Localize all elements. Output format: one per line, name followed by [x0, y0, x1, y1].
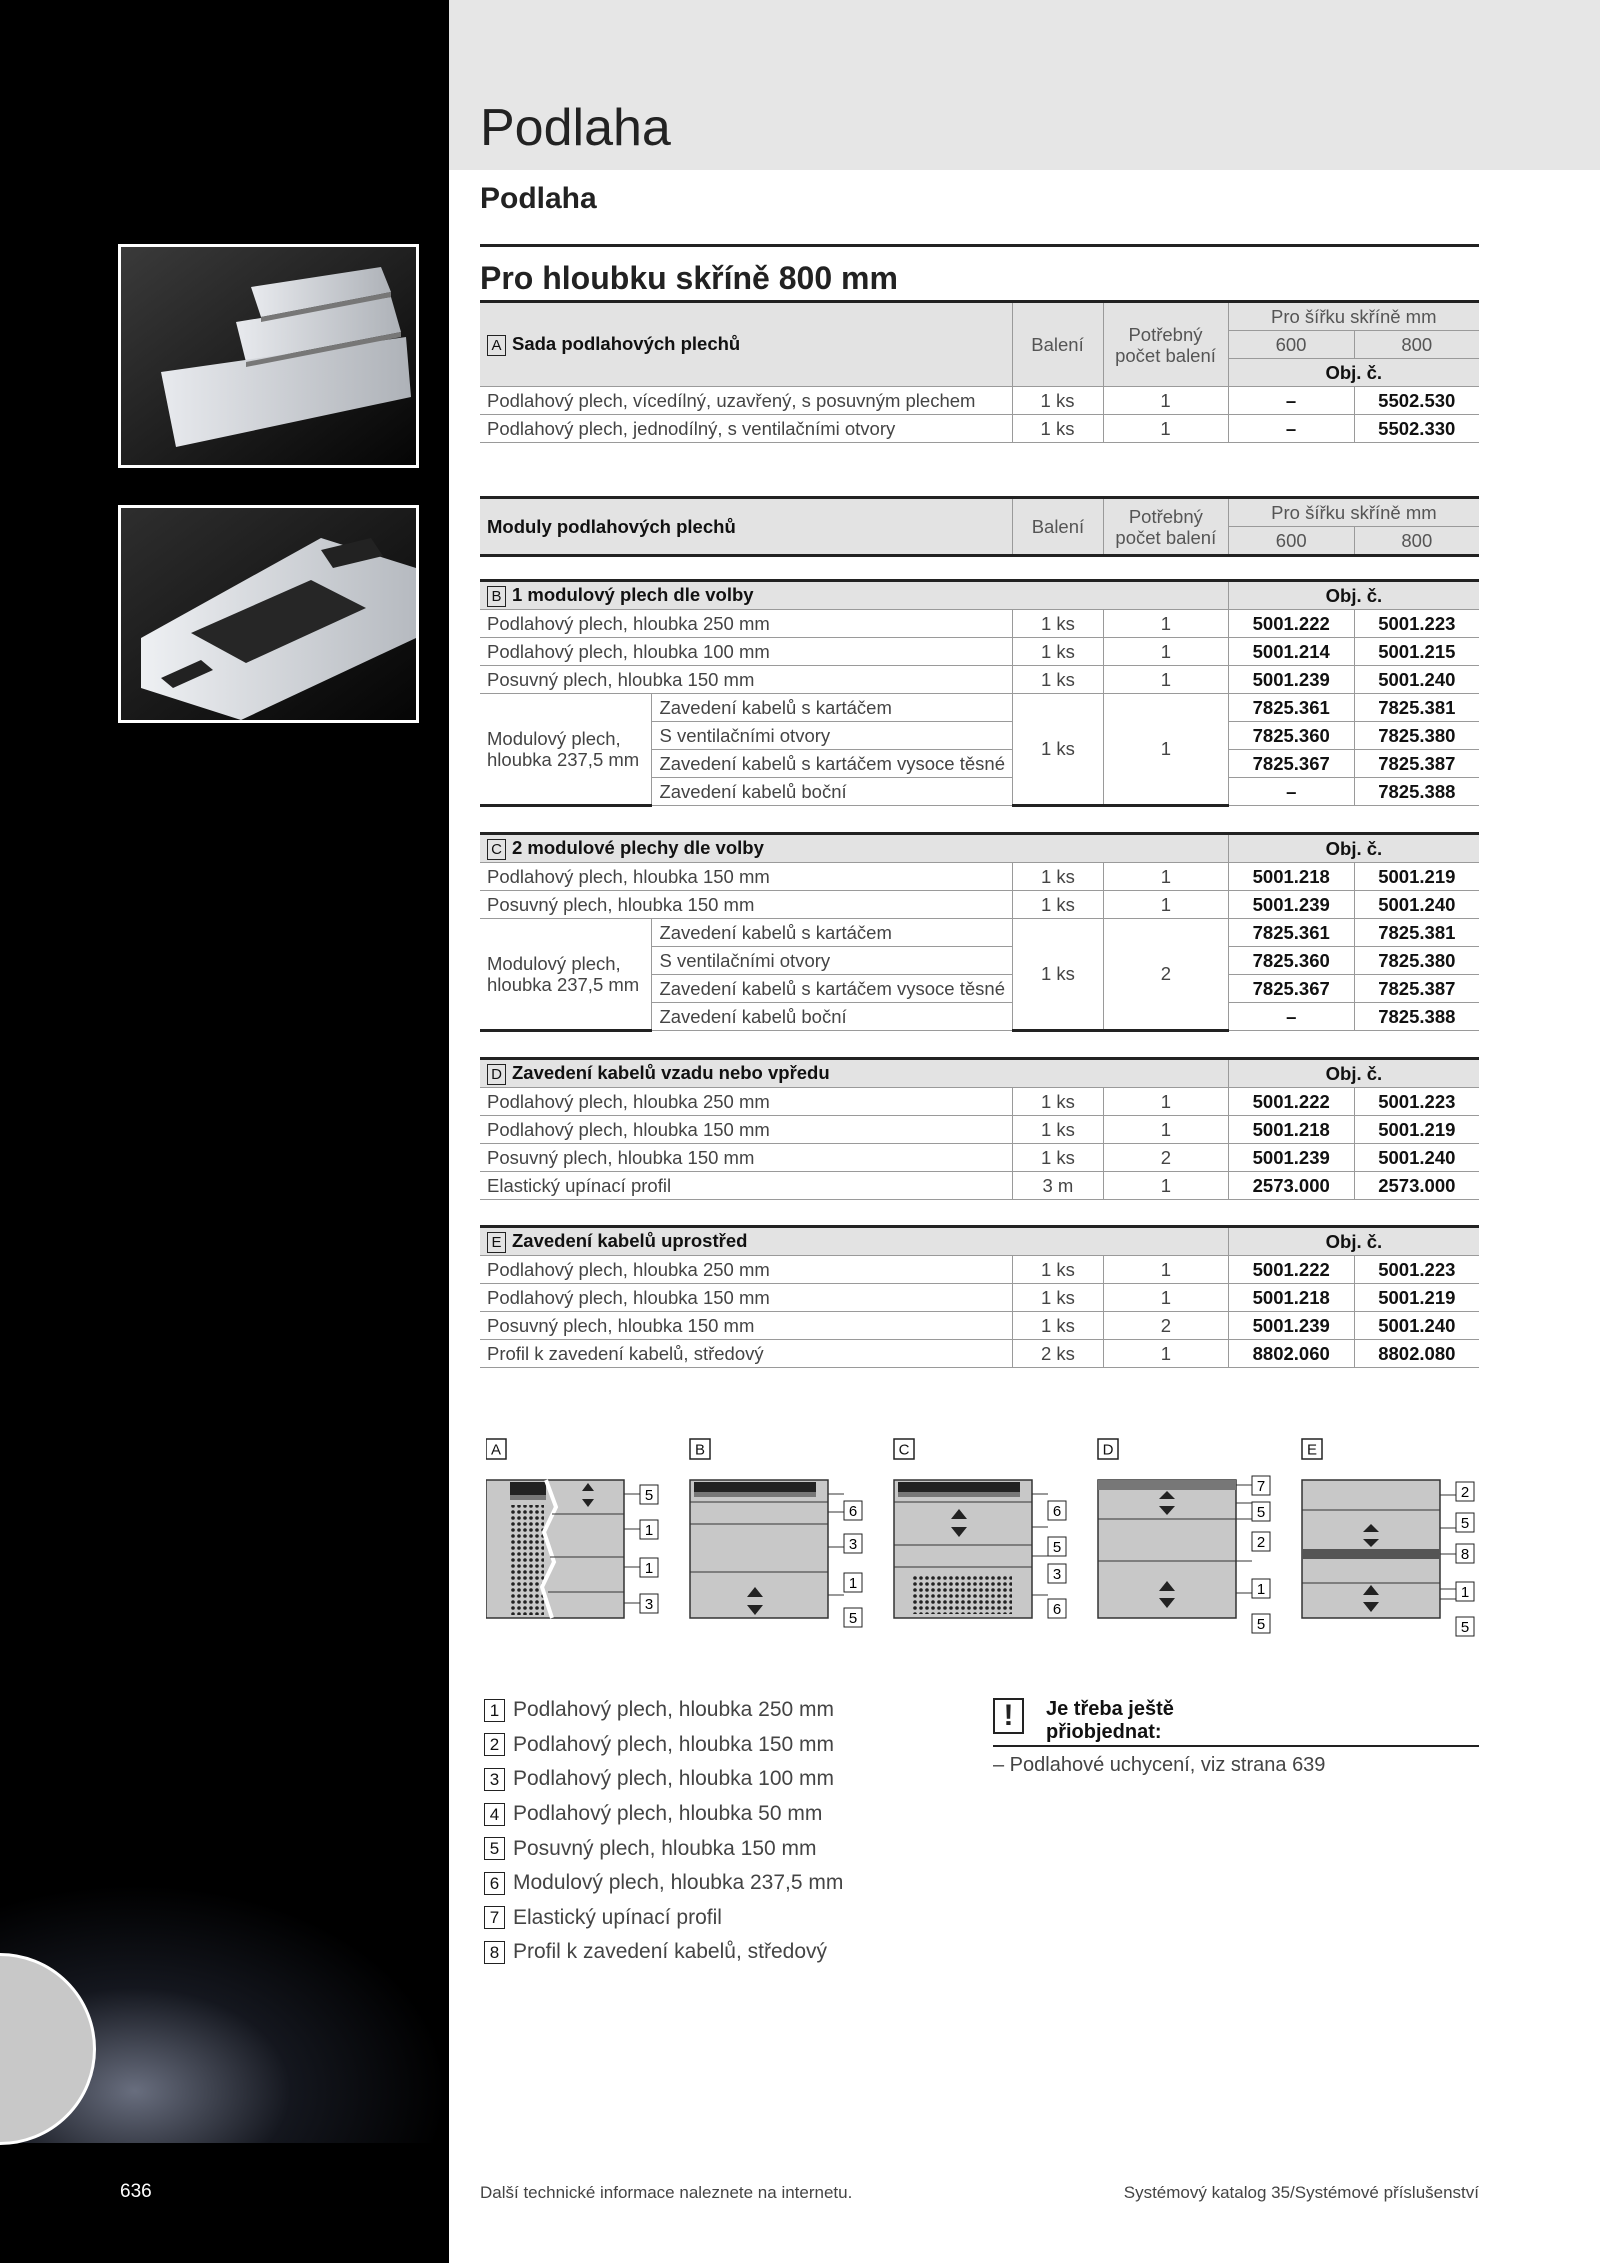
row-pocet: 1 — [1103, 610, 1228, 638]
row-name: Podlahový plech, hloubka 100 mm — [480, 638, 1012, 666]
table-row — [480, 666, 1479, 694]
row-code-800: 5001.223 — [1354, 1256, 1479, 1284]
table-row — [480, 1144, 1479, 1172]
header-800: 800 — [1354, 527, 1479, 556]
row-pocet: 1 — [1103, 638, 1228, 666]
legend-num: 3 — [484, 1768, 505, 1791]
header-pocet-baleni: počet balení — [1115, 526, 1217, 548]
row-baleni: 1 ks — [1012, 387, 1103, 415]
diagram-d — [1098, 1439, 1270, 1633]
row-code-600: 5001.222 — [1228, 1088, 1354, 1116]
table-row — [480, 1116, 1479, 1144]
row-code-600: 5001.214 — [1228, 638, 1354, 666]
row-code-600: 7825.361 — [1228, 919, 1354, 947]
diagram-b-label: 1 — [848, 1575, 858, 1592]
table-a-title: Sada podlahových plechů — [512, 333, 741, 355]
row-code-800: 5001.240 — [1354, 666, 1479, 694]
row-code-800: 5001.240 — [1354, 891, 1479, 919]
header-600: 600 — [1228, 331, 1354, 359]
diagram-e-label: 8 — [1460, 1546, 1470, 1563]
legend-item — [484, 1935, 843, 1970]
row-code-800: 2573.000 — [1354, 1172, 1479, 1200]
row-code-600: 5001.218 — [1228, 863, 1354, 891]
header-obj: Obj. č. — [1228, 359, 1479, 387]
modular-label-2: hloubka 237,5 mm — [487, 749, 640, 770]
page-title: Podlaha — [480, 99, 671, 157]
legend-num: 8 — [484, 1941, 505, 1964]
group-c-title: 2 modulové plechy dle volby — [512, 837, 764, 859]
product-photo-floor-module — [118, 505, 419, 723]
row-baleni: 1 ks — [1012, 638, 1103, 666]
row-code-600: 2573.000 — [1228, 1172, 1354, 1200]
diagram-e-label: 2 — [1460, 1484, 1470, 1501]
diagram-c — [894, 1439, 1066, 1618]
row-code-600: 5001.218 — [1228, 1116, 1354, 1144]
row-code-800: 5001.219 — [1354, 1284, 1479, 1312]
row-code-800: 5001.223 — [1354, 1088, 1479, 1116]
legend — [484, 1693, 843, 1970]
diagram-e-label: 5 — [1460, 1619, 1470, 1636]
legend-num: 5 — [484, 1837, 505, 1860]
diagram-a-label: 3 — [644, 1596, 654, 1613]
legend-text: Podlahový plech, hloubka 100 mm — [513, 1767, 835, 1791]
row-code-800: 7825.388 — [1354, 1003, 1479, 1031]
row-name: Elastický upínací profil — [480, 1172, 1012, 1200]
row-baleni: 1 ks — [1012, 863, 1103, 891]
row-name: Podlahový plech, hloubka 150 mm — [480, 1284, 1012, 1312]
header-obj: Obj. č. — [1228, 1059, 1479, 1088]
modular-label-1: Modulový plech, — [487, 728, 621, 749]
table-row — [480, 694, 1479, 722]
row-code-800: 5502.530 — [1354, 387, 1479, 415]
section-title: Pro hloubku skříně 800 mm — [480, 260, 898, 296]
diagram-b-label: 6 — [848, 1503, 858, 1520]
table-row — [480, 610, 1479, 638]
modular-label-2: hloubka 237,5 mm — [487, 974, 640, 995]
legend-num: 4 — [484, 1803, 505, 1826]
row-name: Podlahový plech, hloubka 250 mm — [480, 610, 1012, 638]
table-row — [480, 1172, 1479, 1200]
diagram-b-label: 3 — [848, 1536, 858, 1553]
row-baleni: 1 ks — [1012, 1284, 1103, 1312]
exclamation-icon: ! — [993, 1698, 1024, 1734]
legend-text: Podlahový plech, hloubka 150 mm — [513, 1732, 835, 1756]
row-code-600: – — [1228, 778, 1354, 806]
table-row — [480, 1256, 1479, 1284]
row-name: Podlahový plech, vícedílný, uzavřený, s posuvným plechem — [480, 387, 1012, 415]
table-row — [480, 387, 1479, 415]
row-code-600: 5001.222 — [1228, 610, 1354, 638]
configuration-diagrams — [486, 1437, 1486, 1662]
product-photo-floor-set — [118, 244, 419, 468]
table-a-letter: A — [487, 335, 506, 356]
header-600: 600 — [1228, 527, 1354, 556]
row-baleni: 1 ks — [1012, 1312, 1103, 1340]
row-pocet: 1 — [1103, 415, 1228, 443]
row-code-600: 7825.367 — [1228, 975, 1354, 1003]
footer-left: Další technické informace naleznete na internetu. — [480, 2183, 853, 2202]
row-subname: Zavedení kabelů boční — [652, 1003, 1013, 1031]
row-code-600: – — [1228, 1003, 1354, 1031]
header-obj: Obj. č. — [1228, 834, 1479, 863]
row-code-800: 7825.387 — [1354, 975, 1479, 1003]
table-row — [480, 1340, 1479, 1368]
row-pocet: 1 — [1103, 1172, 1228, 1200]
note-title-2: přiobjednat: — [1046, 1721, 1162, 1743]
diagram-a-letter: A — [490, 1441, 502, 1459]
row-pocet: 2 — [1103, 1312, 1228, 1340]
row-pocet: 1 — [1103, 694, 1228, 806]
row-name: Profil k zavedení kabelů, středový — [480, 1340, 1012, 1368]
legend-item — [484, 1866, 843, 1901]
row-baleni: 1 ks — [1012, 666, 1103, 694]
diagram-c-letter: C — [898, 1441, 910, 1459]
diagram-a-label: 1 — [644, 1522, 654, 1539]
note-title-1: Je třeba ještě — [1046, 1698, 1174, 1720]
subtitle-rule — [480, 244, 1479, 247]
group-b-title: 1 modulový plech dle volby — [512, 584, 754, 606]
row-pocet: 1 — [1103, 863, 1228, 891]
diagram-b-letter: B — [694, 1441, 706, 1459]
legend-item — [484, 1901, 843, 1936]
row-subname: Zavedení kabelů s kartáčem — [652, 694, 1013, 722]
row-code-800: 5001.240 — [1354, 1312, 1479, 1340]
header-baleni: Balení — [1012, 498, 1103, 556]
row-subname: S ventilačními otvory — [652, 722, 1013, 750]
legend-num: 2 — [484, 1733, 505, 1756]
header-pro-sirku: Pro šířku skříně mm — [1228, 498, 1479, 527]
row-baleni: 1 ks — [1012, 1116, 1103, 1144]
diagram-e-letter: E — [1306, 1441, 1318, 1459]
diagram-d-label: 7 — [1256, 1478, 1266, 1495]
row-code-600: 7825.367 — [1228, 750, 1354, 778]
group-b-letter: B — [487, 586, 506, 607]
row-pocet: 1 — [1103, 1340, 1228, 1368]
row-code-800: 7825.380 — [1354, 947, 1479, 975]
row-pocet: 1 — [1103, 1284, 1228, 1312]
row-code-600: 5001.239 — [1228, 891, 1354, 919]
row-code-800: 5001.219 — [1354, 863, 1479, 891]
diagram-b-label: 5 — [848, 1610, 858, 1627]
row-code-600: 8802.060 — [1228, 1340, 1354, 1368]
row-code-600: 5001.218 — [1228, 1284, 1354, 1312]
group-c-letter: C — [487, 839, 506, 860]
legend-num: 6 — [484, 1872, 505, 1895]
legend-text: Podlahový plech, hloubka 250 mm — [513, 1698, 835, 1722]
row-pocet: 1 — [1103, 891, 1228, 919]
legend-text: Posuvný plech, hloubka 150 mm — [513, 1836, 817, 1860]
row-baleni: 1 ks — [1012, 694, 1103, 806]
row-code-800: 7825.387 — [1354, 750, 1479, 778]
row-code-800: 7825.380 — [1354, 722, 1479, 750]
diagram-a — [486, 1439, 658, 1618]
header-potrebny: Potřebný — [1128, 323, 1203, 345]
row-pocet: 1 — [1103, 666, 1228, 694]
legend-item — [484, 1693, 843, 1728]
table-row — [480, 919, 1479, 947]
table-row — [480, 638, 1479, 666]
row-code-800: 5001.215 — [1354, 638, 1479, 666]
header-potrebny: Potřebný — [1128, 505, 1203, 527]
legend-text: Modulový plech, hloubka 237,5 mm — [513, 1871, 844, 1895]
row-name: Podlahový plech, jednodílný, s ventilačními otvory — [480, 415, 1012, 443]
group-d-letter: D — [487, 1064, 506, 1085]
legend-item — [484, 1797, 843, 1832]
header-obj: Obj. č. — [1228, 1227, 1479, 1256]
row-code-800: 8802.080 — [1354, 1340, 1479, 1368]
legend-num: 7 — [484, 1906, 505, 1929]
note-rule — [993, 1745, 1479, 1747]
group-e-letter: E — [487, 1232, 506, 1253]
row-subname: S ventilačními otvory — [652, 947, 1013, 975]
legend-text: Elastický upínací profil — [513, 1905, 722, 1929]
diagram-e-label: 1 — [1460, 1584, 1470, 1601]
row-pocet: 1 — [1103, 1256, 1228, 1284]
footer-right: Systémový katalog 35/Systémové příslušenství — [1123, 2183, 1479, 2202]
row-code-800: 7825.381 — [1354, 694, 1479, 722]
legend-item — [484, 1728, 843, 1763]
row-code-800: 5001.219 — [1354, 1116, 1479, 1144]
row-name: Podlahový plech, hloubka 150 mm — [480, 863, 1012, 891]
note-item: – Podlahové uchycení, viz strana 639 — [993, 1754, 1326, 1776]
header-pocet-baleni: počet balení — [1115, 344, 1216, 366]
legend-item — [484, 1831, 843, 1866]
row-name: Posuvný plech, hloubka 150 mm — [480, 891, 1012, 919]
page-subtitle: Podlaha — [480, 182, 597, 215]
row-code-600: – — [1228, 387, 1354, 415]
diagram-c-label: 5 — [1052, 1539, 1062, 1556]
group-e-title: Zavedení kabelů uprostřed — [512, 1230, 748, 1252]
page-number: 636 — [120, 2181, 152, 2202]
modules-title: Moduly podlahových plechů — [480, 498, 1012, 556]
legend-num: 1 — [484, 1699, 505, 1722]
table-row — [480, 415, 1479, 443]
row-code-600: 7825.360 — [1228, 947, 1354, 975]
row-code-600: 7825.361 — [1228, 694, 1354, 722]
table-row — [480, 1284, 1479, 1312]
row-subname: Zavedení kabelů boční — [652, 778, 1013, 806]
row-code-600: 5001.222 — [1228, 1256, 1354, 1284]
row-code-800: 7825.388 — [1354, 778, 1479, 806]
diagram-d-label: 5 — [1256, 1616, 1266, 1633]
modular-label-1: Modulový plech, — [487, 953, 621, 974]
diagram-d-label: 1 — [1256, 1581, 1266, 1598]
row-name: Posuvný plech, hloubka 150 mm — [480, 1312, 1012, 1340]
diagram-e — [1302, 1439, 1474, 1636]
table-row — [480, 891, 1479, 919]
legend-text: Podlahový plech, hloubka 50 mm — [513, 1802, 823, 1826]
legend-item — [484, 1762, 843, 1797]
row-code-600: 5001.239 — [1228, 1312, 1354, 1340]
diagram-e-label: 5 — [1460, 1515, 1470, 1532]
group-d-title: Zavedení kabelů vzadu nebo vpředu — [512, 1062, 830, 1084]
table-row — [480, 1312, 1479, 1340]
row-code-800: 5001.240 — [1354, 1144, 1479, 1172]
diagram-d-label: 2 — [1256, 1534, 1266, 1551]
row-baleni: 2 ks — [1012, 1340, 1103, 1368]
diagram-c-label: 6 — [1052, 1601, 1062, 1618]
row-code-600: 5001.239 — [1228, 666, 1354, 694]
row-baleni: 1 ks — [1012, 919, 1103, 1031]
row-baleni: 1 ks — [1012, 415, 1103, 443]
row-code-800: 7825.381 — [1354, 919, 1479, 947]
row-subname: Zavedení kabelů s kartáčem — [652, 919, 1013, 947]
diagram-b — [690, 1439, 862, 1627]
row-subname: Zavedení kabelů s kartáčem vysoce těsné — [652, 975, 1013, 1003]
row-baleni: 1 ks — [1012, 1088, 1103, 1116]
row-code-600: 7825.360 — [1228, 722, 1354, 750]
table-row — [480, 863, 1479, 891]
row-baleni: 1 ks — [1012, 1144, 1103, 1172]
row-code-800: 5001.223 — [1354, 610, 1479, 638]
diagram-c-label: 6 — [1052, 1503, 1062, 1520]
diagram-c-label: 3 — [1052, 1566, 1062, 1583]
table-modules — [480, 496, 1479, 1368]
row-name: Posuvný plech, hloubka 150 mm — [480, 1144, 1012, 1172]
row-baleni: 1 ks — [1012, 891, 1103, 919]
row-pocet: 1 — [1103, 1116, 1228, 1144]
diagram-d-letter: D — [1102, 1441, 1114, 1459]
row-baleni: 3 m — [1012, 1172, 1103, 1200]
header-800: 800 — [1354, 331, 1479, 359]
row-name: Posuvný plech, hloubka 150 mm — [480, 666, 1012, 694]
table-floor-set — [480, 300, 1479, 443]
diagram-d-label: 5 — [1256, 1504, 1266, 1521]
header-baleni: Balení — [1012, 302, 1103, 387]
row-name: Podlahový plech, hloubka 250 mm — [480, 1256, 1012, 1284]
row-pocet: 2 — [1103, 1144, 1228, 1172]
row-baleni: 1 ks — [1012, 1256, 1103, 1284]
header-obj: Obj. č. — [1228, 581, 1479, 610]
row-code-600: 5001.239 — [1228, 1144, 1354, 1172]
row-pocet: 1 — [1103, 387, 1228, 415]
diagram-a-label: 5 — [644, 1487, 654, 1504]
row-pocet: 2 — [1103, 919, 1228, 1031]
header-pro-sirku: Pro šířku skříně mm — [1228, 302, 1479, 331]
row-name: Podlahový plech, hloubka 250 mm — [480, 1088, 1012, 1116]
table-row — [480, 1088, 1479, 1116]
row-baleni: 1 ks — [1012, 610, 1103, 638]
diagram-a-label: 1 — [644, 1560, 654, 1577]
row-name: Podlahový plech, hloubka 150 mm — [480, 1116, 1012, 1144]
row-pocet: 1 — [1103, 1088, 1228, 1116]
legend-text: Profil k zavedení kabelů, středový — [513, 1940, 827, 1964]
row-subname: Zavedení kabelů s kartáčem vysoce těsné — [652, 750, 1013, 778]
row-code-600: – — [1228, 415, 1354, 443]
row-code-800: 5502.330 — [1354, 415, 1479, 443]
